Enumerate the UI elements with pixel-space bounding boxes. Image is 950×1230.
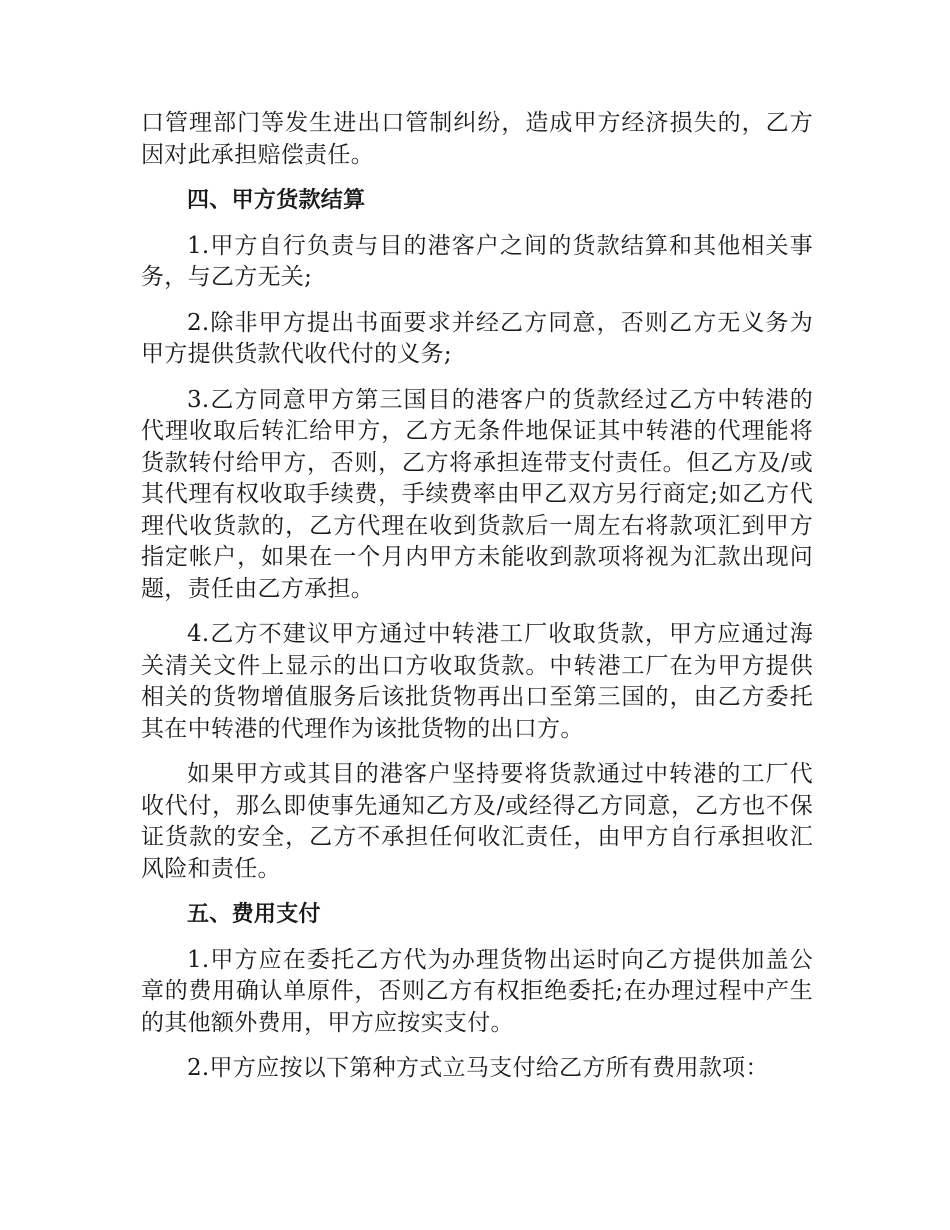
paragraph-clause-4-4-note: 如果甲方或其目的港客户坚持要将货款通过中转港的工厂代收代付，那么即使事先通知乙方及/或经得乙方同意，乙方也不保证货款的安全，乙方不承担任何收汇责任，由甲方自行承担收汇风险和责任。 bbox=[141, 761, 813, 882]
document-body bbox=[141, 108, 813, 1099]
section-heading-payment-settlement: 四、甲方货款结算 bbox=[187, 188, 366, 213]
paragraph-clause-4-2: 2.除非甲方提出书面要求并经乙方同意，否则乙方无义务为甲方提供货款代收代付的义务; bbox=[141, 309, 813, 367]
paragraph-clause-4-1: 1.甲方自行负责与目的港客户之间的货款结算和其他相关事务，与乙方无关; bbox=[141, 232, 813, 290]
paragraph-clause-4-4: 4.乙方不建议甲方通过中转港工厂收取货款，甲方应通过海关清关文件上显示的出口方收取货款。中转港工厂在为甲方提供相关的货物增值服务后该批货物再出口至第三国的，由乙方委托其在中转港的代理作为该批货物的出口方。 bbox=[141, 621, 813, 742]
paragraph-clause-5-2: 2.甲方应按以下第种方式立马支付给乙方所有费用款项： bbox=[187, 1055, 769, 1081]
paragraph-continuation: 口管理部门等发生进出口管制纠纷，造成甲方经济损失的，乙方因对此承担赔偿责任。 bbox=[141, 110, 813, 168]
paragraph-clause-4-3: 3.乙方同意甲方第三国目的港客户的货款经过乙方中转港的代理收取后转汇给甲方，乙方无条件地保证其中转港的代理能将货款转付给甲方，否则，乙方将承担连带支付责任。但乙方及/或其代理有权收取手续费，手续费率由甲乙双方另行商定;如乙方代理代收货款的，乙方代理在收到货款后一周左右将款项汇到甲方指定帐户，如果在一个月内甲方未能收到款项将视为汇款出现问题，责任由乙方承担。 bbox=[141, 386, 813, 602]
section-heading-fee-payment: 五、费用支付 bbox=[187, 902, 321, 927]
paragraph-clause-5-1: 1.甲方应在委托乙方代为办理货物出运时向乙方提供加盖公章的费用确认单原件，否则乙方有权拒绝委托;在办理过程中产生的其他额外费用，甲方应按实支付。 bbox=[141, 946, 813, 1036]
